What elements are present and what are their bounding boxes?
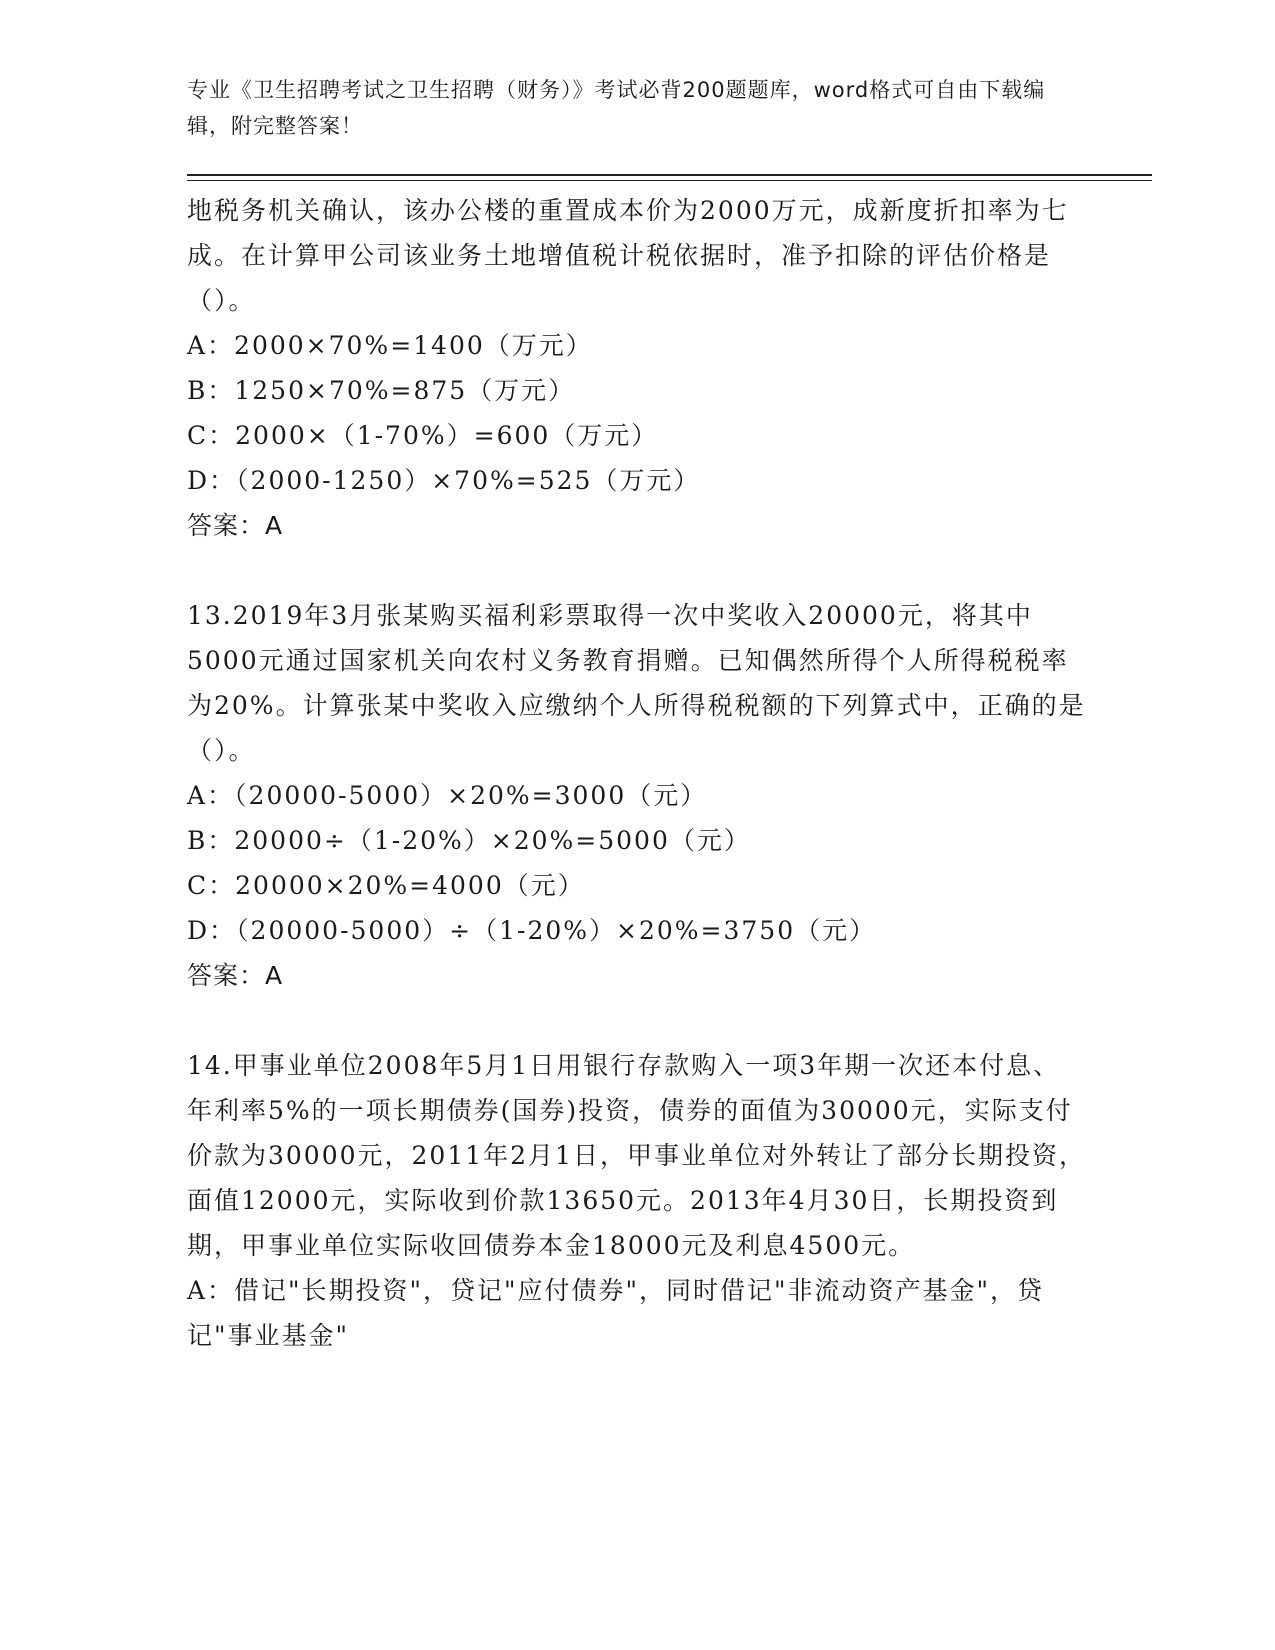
- answer: 答案：A: [187, 511, 284, 540]
- question-text: 地税务机关确认，该办公楼的重置成本价为2000万元，成新度折扣率为七成。在计算甲公司该业务土地增值税计税依据时，准予扣除的评估价格是（）。: [187, 196, 1069, 315]
- option-b: B：20000÷（1-20%）×20%=5000（元）: [187, 826, 751, 855]
- option-a: A：借记"长期投资"，贷记"应付债券"，同时借记"非流动资产基金"，贷记"事业基金": [187, 1276, 1045, 1350]
- header-divider: [187, 174, 1152, 176]
- option-d: D：（2000-1250）×70%=525（万元）: [187, 466, 701, 495]
- option-b: B：1250×70%=875（万元）: [187, 376, 576, 405]
- spacer: [187, 548, 1087, 593]
- option-d: D：（20000-5000）÷（1-20%）×20%=3750（元）: [187, 916, 877, 945]
- question-13: [187, 593, 1087, 998]
- question-14: [187, 1043, 1087, 1358]
- option-a: A：2000×70%=1400（万元）: [187, 331, 593, 360]
- option-c: C：20000×20%=4000（元）: [187, 871, 585, 900]
- question-12: [187, 188, 1087, 548]
- header-divider-secondary: [187, 180, 1152, 181]
- option-c: C：2000×（1-70%）=600（万元）: [187, 421, 659, 450]
- question-text: 14.甲事业单位2008年5月1日用银行存款购入一项3年期一次还本付息、年利率5%的一项长期债券(国券)投资，债券的面值为30000元，实际支付价款为30000元，2011年2月1日，甲事业单位对外转让了部分长期投资，面值12000元，实际收到价款13650元。2013年4月30日，长期投资到期，甲事业单位实际收回债券本金18000元及利息4500元。: [187, 1051, 1086, 1260]
- option-a: A：（20000-5000）×20%=3000（元）: [187, 781, 708, 810]
- question-text: 13.2019年3月张某购买福利彩票取得一次中奖收入20000元，将其中5000元通过国家机关向农村义务教育捐赠。已知偶然所得个人所得税税率为20%。计算张某中奖收入应缴纳个人所得税税额的下列算式中，正确的是（）。: [187, 601, 1086, 765]
- page-header: 专业《卫生招聘考试之卫生招聘（财务）》考试必背200题题库，word格式可自由下载编辑，附完整答案！: [187, 78, 1046, 138]
- answer: 答案：A: [187, 961, 284, 990]
- document-body: [187, 188, 1087, 1358]
- spacer: [187, 998, 1087, 1043]
